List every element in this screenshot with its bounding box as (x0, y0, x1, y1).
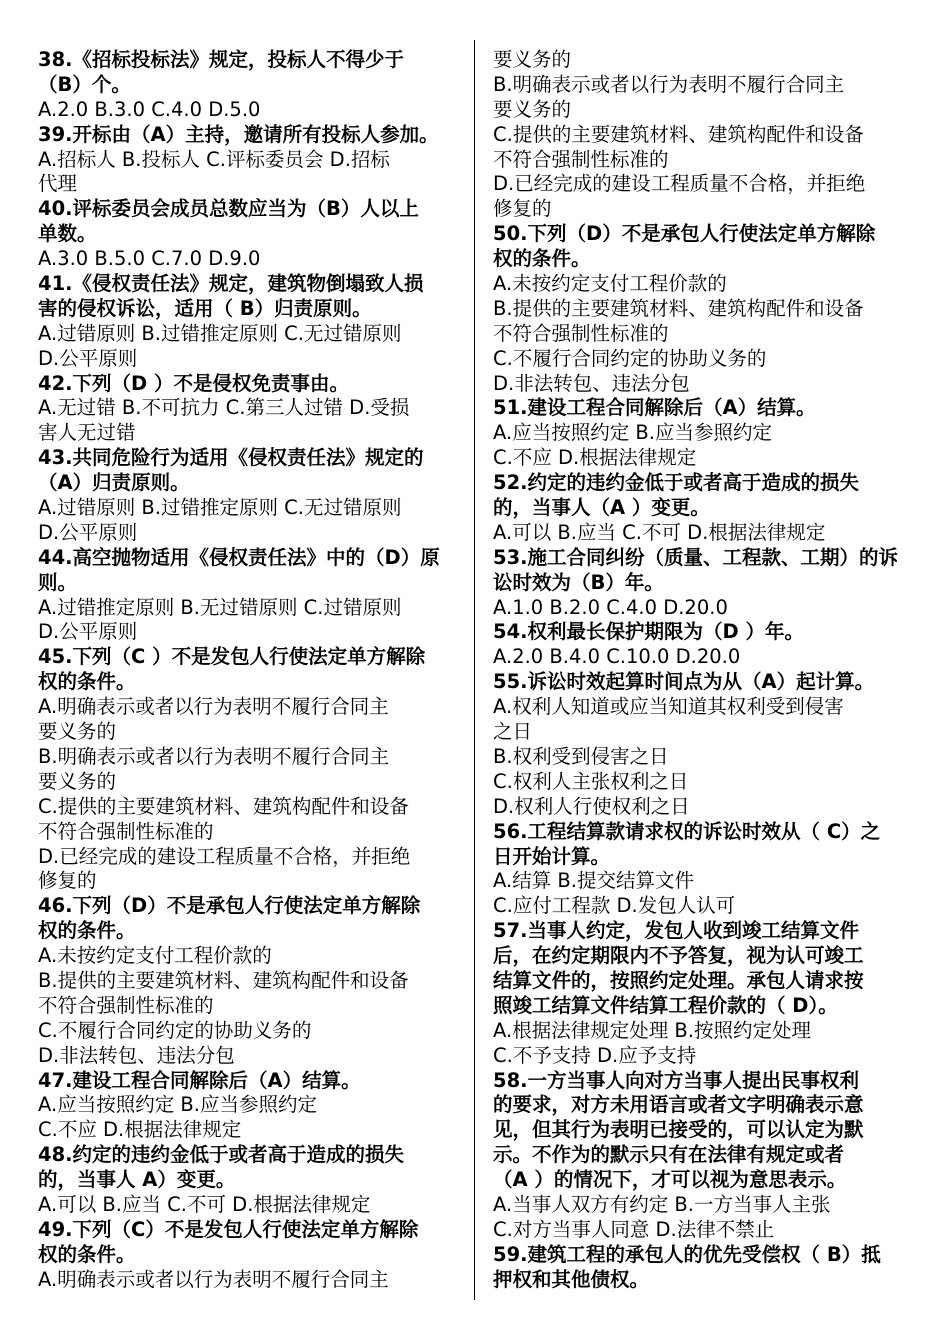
question-line: 45.下列（C ）不是发包人行使法定单方解除 (38, 645, 426, 669)
option-line: B.权利受到侵害之日 (493, 744, 669, 768)
option-line: 修复的 (493, 197, 552, 221)
option-line: 不符合强制性标准的 (38, 819, 214, 843)
option-line: C.提供的主要建筑材料、建筑构配件和设备 (493, 122, 864, 146)
question-line: 47.建设工程合同解除后（A）结算。 (38, 1068, 361, 1092)
option-line: 要义务的 (493, 97, 572, 121)
question-line: 押权和其他债权。 (493, 1267, 650, 1291)
option-line: C.不应 D.根据法律规定 (493, 446, 697, 470)
question-line: 42.下列（D ）不是侵权免责事由。 (38, 371, 350, 395)
option-line: C.不应 D.根据法律规定 (38, 1118, 242, 1142)
option-line: C.不予支持 D.应予支持 (493, 1043, 697, 1067)
question-line: 的，当事人 A）变更。 (38, 1168, 236, 1192)
question-line: 日开始计算。 (493, 844, 611, 868)
question-line: 58.一方当事人向对方当事人提出民事权利 (493, 1068, 860, 1092)
option-line: A.应当按照约定 B.应当参照约定 (493, 421, 772, 445)
question-line: 59.建筑工程的承包人的优先受偿权（ B）抵 (493, 1242, 881, 1266)
question-line: 53.施工合同纠纷（质量、工程款、工期）的诉 (493, 545, 899, 569)
option-line: A.当事人双方有约定 B.一方当事人主张 (493, 1192, 831, 1216)
option-line: A.应当按照约定 B.应当参照约定 (38, 1093, 317, 1117)
option-line: C.提供的主要建筑材料、建筑构配件和设备 (38, 794, 409, 818)
option-line: A.未按约定支付工程价款的 (493, 272, 727, 296)
option-line: B.提供的主要建筑材料、建筑构配件和设备 (493, 296, 864, 320)
option-line: C.对方当事人同意 D.法律不禁止 (493, 1217, 775, 1241)
option-line: D.公平原则 (38, 346, 138, 370)
question-line: 56.工程结算款请求权的诉讼时效从（ C）之 (493, 819, 881, 843)
question-line: 54.权利最长保护期限为（D ）年。 (493, 620, 805, 644)
question-line: 49.下列（C）不是发包人行使法定单方解除 (38, 1217, 419, 1241)
question-line: 57.当事人约定，发包人收到竣工结算文件 (493, 919, 860, 943)
option-line: 之日 (493, 720, 533, 744)
question-line: 权的条件。 (493, 247, 591, 271)
option-line: D.公平原则 (38, 620, 138, 644)
question-line: 照竣工结算文件结算工程价款的（ D）。 (493, 993, 838, 1017)
question-line: 43.共同危险行为适用《侵权责任法》规定的 (38, 446, 424, 470)
question-line: 39.开标由（A）主持，邀请所有投标人参加。 (38, 122, 439, 146)
option-line: D.非法转包、违法分包 (493, 371, 690, 395)
option-line: B.明确表示或者以行为表明不履行合同主 (493, 72, 845, 96)
option-line: A.过错推定原则 B.无过错原则 C.过错原则 (38, 595, 402, 619)
question-line: 40.评标委员会成员总数应当为（B）人以上 (38, 197, 419, 221)
column-divider (474, 40, 475, 1300)
question-line: 结算文件的，按照约定处理。承包人请求按 (493, 968, 864, 992)
option-line: 不符合强制性标准的 (493, 147, 669, 171)
option-line: C.不履行合同约定的协助义务的 (493, 346, 767, 370)
left-column (38, 48, 462, 1293)
question-line: 单数。 (38, 222, 97, 246)
option-line: 不符合强制性标准的 (493, 321, 669, 345)
option-line: A.根据法律规定处理 B.按照约定处理 (493, 1018, 811, 1042)
question-line: 的要求，对方未用语言或者文字明确表示意 (493, 1093, 864, 1117)
option-line: 修复的 (38, 869, 97, 893)
question-line: 的，当事人（A ）变更。 (493, 496, 710, 520)
option-line: A.无过错 B.不可抗力 C.第三人过错 D.受损 (38, 396, 410, 420)
question-line: 则。 (38, 570, 78, 594)
question-line: 后，在约定期限内不予答复，视为认可竣工 (493, 944, 864, 968)
option-line: A.过错原则 B.过错推定原则 C.无过错原则 (38, 496, 402, 520)
option-line: A.可以 B.应当 C.不可 D.根据法律规定 (493, 520, 826, 544)
question-line: 41.《侵权责任法》规定，建筑物倒塌致人损 (38, 272, 424, 296)
option-line: 不符合强制性标准的 (38, 993, 214, 1017)
question-line: （A）归责原则。 (38, 471, 190, 495)
option-line: A.结算 B.提交结算文件 (493, 869, 694, 893)
question-line: 48.约定的违约金低于或者高于造成的损失 (38, 1143, 405, 1167)
question-line: 51.建设工程合同解除后（A）结算。 (493, 396, 816, 420)
question-line: 52.约定的违约金低于或者高于造成的损失 (493, 471, 860, 495)
option-line: C.权利人主张权利之日 (493, 769, 689, 793)
question-line: （B）个。 (38, 72, 131, 96)
option-line: A.过错原则 B.过错推定原则 C.无过错原则 (38, 321, 402, 345)
question-line: （A ）的情况下，才可以视为意思表示。 (493, 1168, 847, 1192)
option-line: B.提供的主要建筑材料、建筑构配件和设备 (38, 968, 409, 992)
option-line: 要义务的 (493, 48, 572, 71)
option-line: D.已经完成的建设工程质量不合格，并拒绝 (38, 844, 411, 868)
question-line: 权的条件。 (38, 1242, 136, 1266)
option-line: A.未按约定支付工程价款的 (38, 944, 272, 968)
question-line: 害的侵权诉讼，适用（ B）归责原则。 (38, 296, 372, 320)
option-line: A.招标人 B.投标人 C.评标委员会 D.招标 (38, 147, 390, 171)
option-line: D.非法转包、违法分包 (38, 1043, 235, 1067)
option-line: C.应付工程款 D.发包人认可 (493, 894, 736, 918)
option-line: A.2.0 B.3.0 C.4.0 D.5.0 (38, 97, 261, 121)
question-line: 55.诉讼时效起算时间点为从（A）起计算。 (493, 670, 875, 694)
question-line: 50.下列（D）不是承包人行使法定单方解除 (493, 222, 876, 246)
option-line: A.1.0 B.2.0 C.4.0 D.20.0 (493, 595, 728, 619)
option-line: 代理 (38, 172, 78, 196)
question-line: 讼时效为（B）年。 (493, 570, 664, 594)
question-line: 46.下列（D）不是承包人行使法定单方解除 (38, 894, 421, 918)
option-line: D.公平原则 (38, 520, 138, 544)
option-line: C.不履行合同约定的协助义务的 (38, 1018, 312, 1042)
option-line: A.明确表示或者以行为表明不履行合同主 (38, 695, 389, 719)
question-line: 38.《招标投标法》规定，投标人不得少于 (38, 48, 405, 71)
question-line: 44.高空抛物适用《侵权责任法》中的（D）原 (38, 545, 440, 569)
option-line: B.明确表示或者以行为表明不履行合同主 (38, 744, 390, 768)
right-column (493, 48, 917, 1293)
option-line: A.明确表示或者以行为表明不履行合同主 (38, 1267, 389, 1291)
option-line: 害人无过错 (38, 421, 136, 445)
option-line: D.已经完成的建设工程质量不合格，并拒绝 (493, 172, 866, 196)
option-line: A.可以 B.应当 C.不可 D.根据法律规定 (38, 1192, 371, 1216)
option-line: 要义务的 (38, 769, 117, 793)
question-line: 权的条件。 (38, 919, 136, 943)
question-line: 示。不作为的默示只有在法律有规定或者 (493, 1143, 845, 1167)
option-line: A.3.0 B.5.0 C.7.0 D.9.0 (38, 247, 261, 271)
option-line: 要义务的 (38, 720, 117, 744)
option-line: A.权利人知道或应当知道其权利受到侵害 (493, 695, 844, 719)
option-line: D.权利人行使权利之日 (493, 794, 690, 818)
question-line: 权的条件。 (38, 670, 136, 694)
question-line: 见，但其行为表明已接受的，可以认定为默 (493, 1118, 864, 1142)
option-line: A.2.0 B.4.0 C.10.0 D.20.0 (493, 645, 741, 669)
